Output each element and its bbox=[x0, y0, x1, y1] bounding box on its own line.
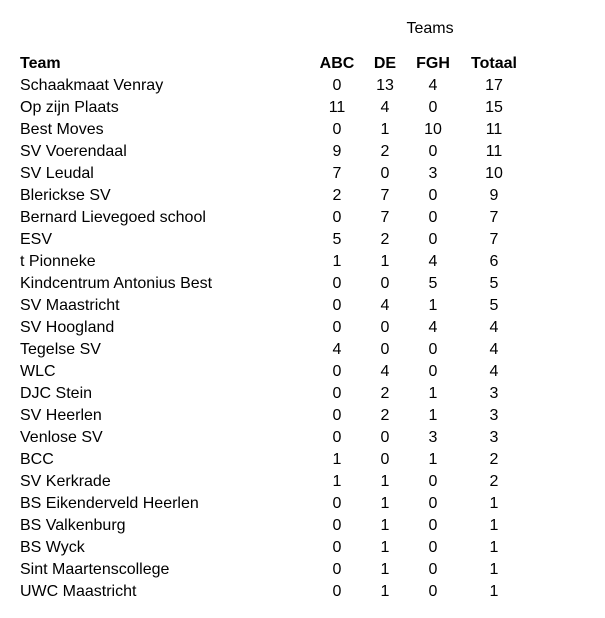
cell-fgh: 0 bbox=[428, 341, 438, 358]
cell-team: Tegelse SV bbox=[20, 341, 101, 358]
cell-de: 4 bbox=[380, 363, 390, 380]
cell-abc: 1 bbox=[332, 451, 342, 468]
cell-total: 2 bbox=[489, 473, 499, 490]
cell-total: 3 bbox=[489, 407, 499, 424]
cell-team: BS Valkenburg bbox=[20, 517, 126, 534]
cell-team: DJC Stein bbox=[20, 385, 93, 402]
cell-team: UWC Maastricht bbox=[20, 583, 137, 600]
cell-de: 1 bbox=[380, 561, 390, 578]
cell-fgh: 4 bbox=[428, 253, 438, 270]
table-row bbox=[18, 581, 529, 603]
cell-fgh: 1 bbox=[428, 297, 438, 314]
table-row bbox=[18, 295, 529, 317]
table-row bbox=[18, 141, 529, 163]
cell-total: 11 bbox=[485, 121, 503, 138]
cell-abc: 1 bbox=[332, 253, 342, 270]
cell-abc: 2 bbox=[332, 187, 342, 204]
cell-de: 0 bbox=[380, 165, 390, 182]
cell-de: 0 bbox=[380, 319, 390, 336]
cell-team: SV Heerlen bbox=[20, 407, 102, 424]
cell-de: 2 bbox=[380, 231, 390, 248]
cell-total: 1 bbox=[489, 495, 499, 512]
table-row bbox=[18, 273, 529, 295]
cell-fgh: 3 bbox=[428, 165, 438, 182]
table-row bbox=[18, 471, 529, 493]
cell-fgh: 3 bbox=[428, 429, 438, 446]
cell-team: t Pionneke bbox=[20, 253, 96, 270]
cell-team: Sint Maartenscollege bbox=[20, 561, 170, 578]
cell-team: SV Kerkrade bbox=[20, 473, 111, 490]
cell-total: 11 bbox=[485, 143, 503, 160]
cell-abc: 0 bbox=[332, 209, 342, 226]
table-row bbox=[18, 163, 529, 185]
cell-abc: 0 bbox=[332, 561, 342, 578]
cell-team: BS Wyck bbox=[20, 539, 85, 556]
cell-total: 4 bbox=[489, 319, 499, 336]
cell-abc: 0 bbox=[332, 275, 342, 292]
cell-total: 1 bbox=[489, 561, 499, 578]
cell-de: 1 bbox=[380, 473, 390, 490]
cell-total: 2 bbox=[489, 451, 499, 468]
cell-team: ESV bbox=[20, 231, 53, 248]
cell-de: 1 bbox=[380, 253, 390, 270]
cell-de: 2 bbox=[380, 385, 390, 402]
cell-team: BCC bbox=[20, 451, 54, 468]
table-row bbox=[18, 559, 529, 581]
cell-de: 2 bbox=[380, 143, 390, 160]
cell-fgh: 0 bbox=[428, 517, 438, 534]
cell-de: 0 bbox=[380, 341, 390, 358]
cell-abc: 0 bbox=[332, 319, 342, 336]
table-row bbox=[18, 251, 529, 273]
cell-abc: 0 bbox=[332, 77, 342, 94]
cell-de: 7 bbox=[380, 209, 390, 226]
cell-team: SV Leudal bbox=[20, 165, 94, 182]
cell-fgh: 0 bbox=[428, 143, 438, 160]
cell-abc: 0 bbox=[332, 429, 342, 446]
standings-table bbox=[18, 53, 529, 603]
table-row bbox=[18, 383, 529, 405]
cell-de: 1 bbox=[380, 539, 390, 556]
cell-fgh: 0 bbox=[428, 561, 438, 578]
cell-total: 4 bbox=[489, 363, 499, 380]
cell-team: SV Hoogland bbox=[20, 319, 115, 336]
cell-team: Bernard Lievegoed school bbox=[20, 209, 206, 226]
table-row bbox=[18, 75, 529, 97]
cell-team: WLC bbox=[20, 363, 56, 380]
cell-abc: 5 bbox=[332, 231, 342, 248]
cell-fgh: 5 bbox=[428, 275, 438, 292]
cell-total: 10 bbox=[485, 165, 503, 182]
cell-de: 2 bbox=[380, 407, 390, 424]
cell-fgh: 10 bbox=[424, 121, 442, 138]
cell-team: Schaakmaat Venray bbox=[20, 77, 164, 94]
cell-de: 0 bbox=[380, 275, 390, 292]
cell-de: 7 bbox=[380, 187, 390, 204]
table-row bbox=[18, 317, 529, 339]
cell-abc: 9 bbox=[332, 143, 342, 160]
cell-total: 17 bbox=[485, 77, 503, 94]
cell-abc: 1 bbox=[332, 473, 342, 490]
table-row bbox=[18, 97, 529, 119]
cell-total: 5 bbox=[489, 275, 499, 292]
cell-fgh: 0 bbox=[428, 473, 438, 490]
cell-total: 7 bbox=[489, 209, 499, 226]
cell-total: 1 bbox=[489, 517, 499, 534]
cell-team: SV Maastricht bbox=[20, 297, 120, 314]
cell-de: 1 bbox=[380, 583, 390, 600]
cell-fgh: 0 bbox=[428, 363, 438, 380]
cell-team: Blerickse SV bbox=[20, 187, 111, 204]
cell-de: 4 bbox=[380, 99, 390, 116]
cell-de: 0 bbox=[380, 451, 390, 468]
header-fgh: FGH bbox=[416, 55, 450, 72]
cell-abc: 11 bbox=[328, 99, 346, 116]
cell-fgh: 0 bbox=[428, 99, 438, 116]
header-de: DE bbox=[373, 55, 397, 72]
table-row bbox=[18, 493, 529, 515]
cell-total: 7 bbox=[489, 231, 499, 248]
cell-team: SV Voerendaal bbox=[20, 143, 127, 160]
cell-total: 6 bbox=[489, 253, 499, 270]
table-row bbox=[18, 229, 529, 251]
cell-total: 5 bbox=[489, 297, 499, 314]
cell-fgh: 0 bbox=[428, 209, 438, 226]
cell-de: 4 bbox=[380, 297, 390, 314]
cell-abc: 0 bbox=[332, 517, 342, 534]
cell-fgh: 0 bbox=[428, 583, 438, 600]
table-row bbox=[18, 449, 529, 471]
cell-abc: 0 bbox=[332, 297, 342, 314]
cell-total: 9 bbox=[489, 187, 499, 204]
cell-abc: 0 bbox=[332, 495, 342, 512]
table-caption: Teams bbox=[406, 20, 454, 37]
cell-de: 0 bbox=[380, 429, 390, 446]
table-row bbox=[18, 515, 529, 537]
cell-fgh: 0 bbox=[428, 231, 438, 248]
cell-de: 1 bbox=[380, 517, 390, 534]
table-row bbox=[18, 361, 529, 383]
cell-abc: 7 bbox=[332, 165, 342, 182]
cell-abc: 0 bbox=[332, 539, 342, 556]
cell-team: Venlose SV bbox=[20, 429, 103, 446]
cell-de: 13 bbox=[376, 77, 394, 94]
cell-team: Best Moves bbox=[20, 121, 104, 138]
cell-abc: 0 bbox=[332, 121, 342, 138]
table-row bbox=[18, 405, 529, 427]
table-body bbox=[18, 75, 529, 603]
table-row bbox=[18, 185, 529, 207]
cell-fgh: 4 bbox=[428, 319, 438, 336]
cell-total: 15 bbox=[485, 99, 503, 116]
cell-fgh: 4 bbox=[428, 77, 438, 94]
table-row bbox=[18, 119, 529, 141]
cell-total: 1 bbox=[489, 583, 499, 600]
table-row bbox=[18, 339, 529, 361]
cell-total: 3 bbox=[489, 385, 499, 402]
cell-abc: 0 bbox=[332, 363, 342, 380]
header-abc: ABC bbox=[319, 55, 355, 72]
cell-team: Kindcentrum Antonius Best bbox=[20, 275, 213, 292]
table-row bbox=[18, 207, 529, 229]
cell-abc: 0 bbox=[332, 385, 342, 402]
cell-abc: 4 bbox=[332, 341, 342, 358]
cell-team: BS Eikenderveld Heerlen bbox=[20, 495, 199, 512]
header-total: Totaal bbox=[471, 55, 517, 72]
cell-total: 4 bbox=[489, 341, 499, 358]
cell-total: 3 bbox=[489, 429, 499, 446]
cell-fgh: 1 bbox=[428, 451, 438, 468]
cell-fgh: 0 bbox=[428, 495, 438, 512]
cell-abc: 0 bbox=[332, 407, 342, 424]
cell-de: 1 bbox=[380, 495, 390, 512]
cell-fgh: 1 bbox=[428, 385, 438, 402]
cell-team: Op zijn Plaats bbox=[20, 99, 119, 116]
cell-fgh: 0 bbox=[428, 539, 438, 556]
cell-fgh: 1 bbox=[428, 407, 438, 424]
cell-abc: 0 bbox=[332, 583, 342, 600]
cell-de: 1 bbox=[380, 121, 390, 138]
table-row bbox=[18, 427, 529, 449]
cell-total: 1 bbox=[489, 539, 499, 556]
cell-fgh: 0 bbox=[428, 187, 438, 204]
header-team: Team bbox=[20, 55, 61, 72]
header-row bbox=[18, 53, 529, 75]
table-row bbox=[18, 537, 529, 559]
